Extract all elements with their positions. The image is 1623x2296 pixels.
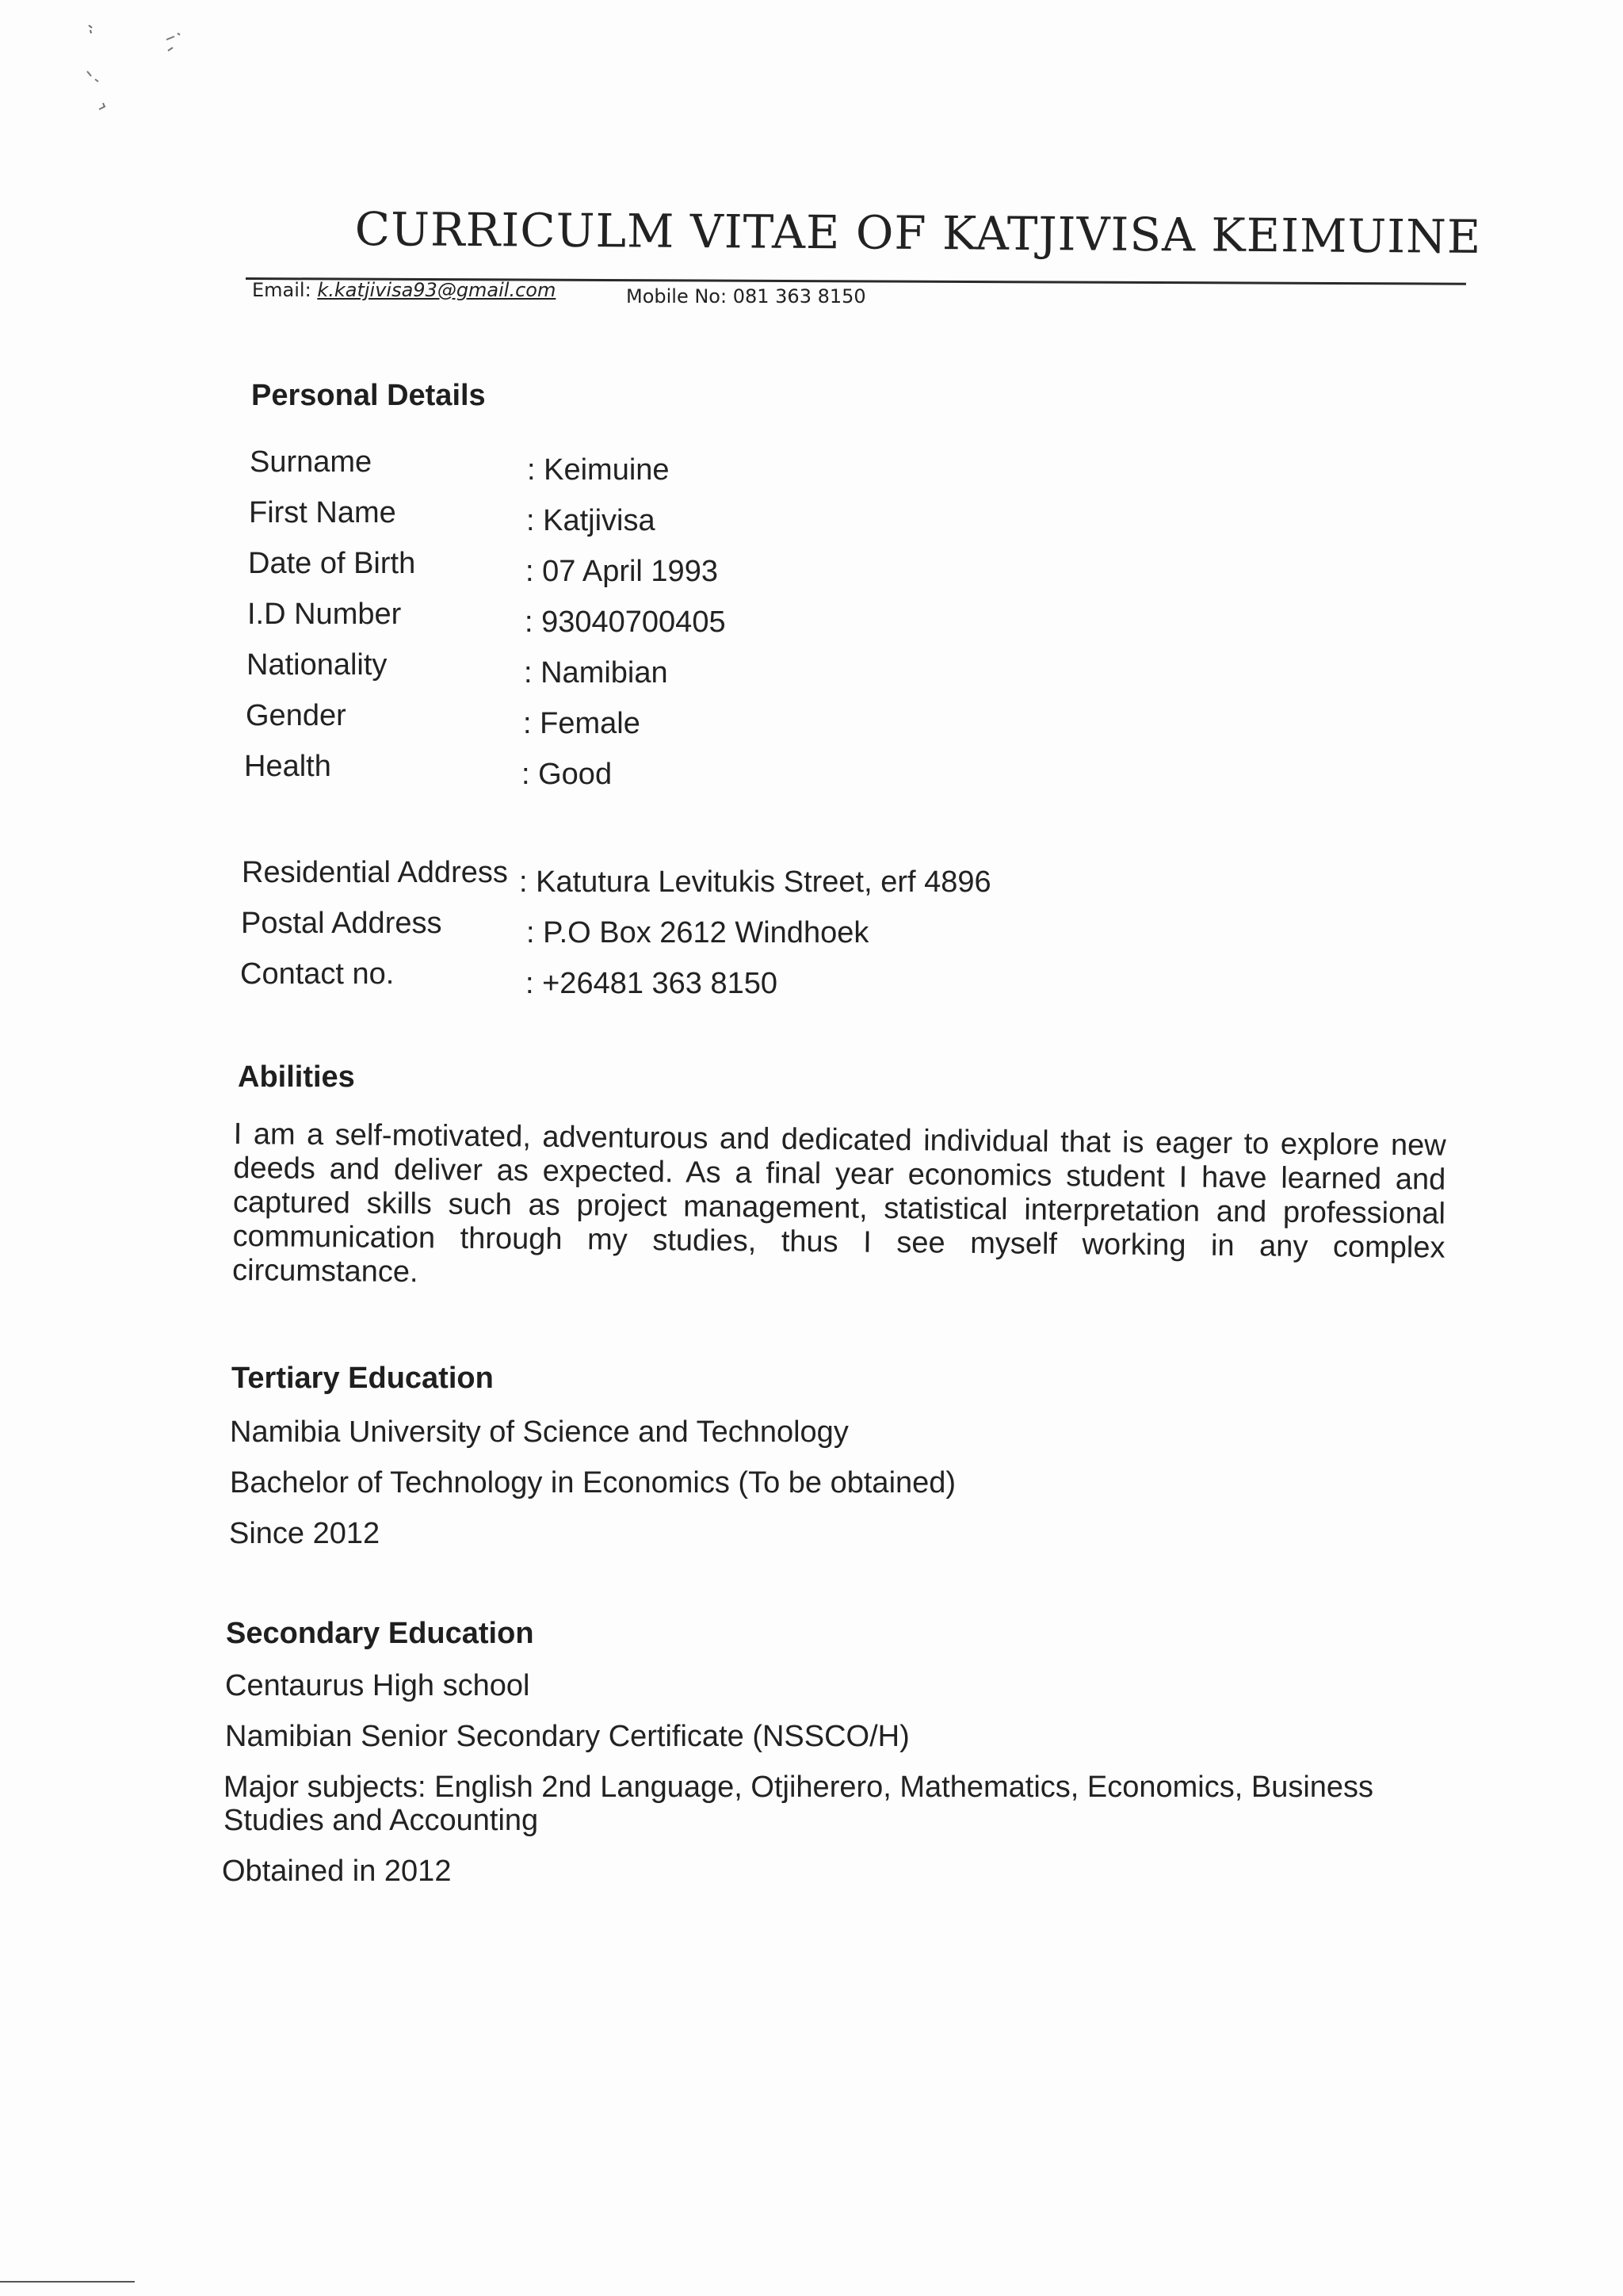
tertiary-education-heading: Tertiary Education [231,1362,494,1395]
field-label-first-name: First Name [249,496,396,529]
secondary-education-heading: Secondary Education [226,1617,534,1650]
abilities-heading: Abilities [238,1060,355,1094]
field-label-date-of-birth: Date of Birth [248,547,416,580]
field-label-health: Health [244,750,331,783]
field-value-residential-address: : Katutura Levitukis Street, erf 4896 [519,865,991,899]
personal-details-heading: Personal Details [251,379,486,412]
field-value-postal-address: : P.O Box 2612 Windhoek [526,916,869,949]
field-label-contact-no: Contact no. [240,957,395,991]
mobile-line [626,285,866,308]
field-value-id-number: : 93040700405 [525,606,726,639]
field-value-gender: : Female [523,707,640,740]
secondary-line-subjects-cont: Studies and Accounting [223,1804,539,1837]
field-label-surname: Surname [250,445,372,479]
field-value-date-of-birth: : 07 April 1993 [525,555,718,588]
field-label-residential-address: Residential Address [242,856,508,889]
secondary-line-obtained: Obtained in 2012 [222,1855,452,1888]
field-value-surname: : Keimuine [527,453,670,487]
secondary-line-certificate: Namibian Senior Secondary Certificate (NSSCO/H) [225,1720,910,1753]
scan-speck-marks [71,16,214,119]
field-value-first-name: : Katjivisa [526,504,655,537]
email-label: Email: [252,279,311,301]
mobile-value: 081 363 8150 [732,285,866,308]
tertiary-line-degree: Bachelor of Technology in Economics (To be obtained) [230,1466,957,1499]
tertiary-line-institution: Namibia University of Science and Technology [230,1415,849,1449]
email-line [252,279,556,301]
mobile-label: Mobile No: [626,285,727,308]
field-value-health: : Good [521,758,613,791]
field-label-gender: Gender [246,699,346,732]
email-link[interactable]: k.katjivisa93@gmail.com [317,279,556,301]
field-label-postal-address: Postal Address [241,907,442,940]
field-value-contact-no: : +26481 363 8150 [525,967,778,1000]
tertiary-line-since: Since 2012 [229,1517,380,1550]
secondary-line-subjects: Major subjects: English 2nd Language, Otjiherero, Mathematics, Economics, Business [223,1771,1374,1804]
cv-title: CURRICULM VITAE OF KATJIVISA KEIMUINE [354,202,1482,264]
scan-edge-mark [0,2281,135,2283]
abilities-paragraph: I am a self-motivated, adventurous and dedicated individual that is eager to explore new deeds and deliver as expected. As a final year economics student I have learned and captured skills such as project management, statistical interpretation and professional communication through my studies, thus I see myself working in any complex circumstance. [231,1117,1446,1289]
field-value-nationality: : Namibian [524,656,668,690]
field-label-id-number: I.D Number [247,598,402,631]
secondary-line-school: Centaurus High school [225,1669,530,1702]
field-label-nationality: Nationality [246,648,388,682]
